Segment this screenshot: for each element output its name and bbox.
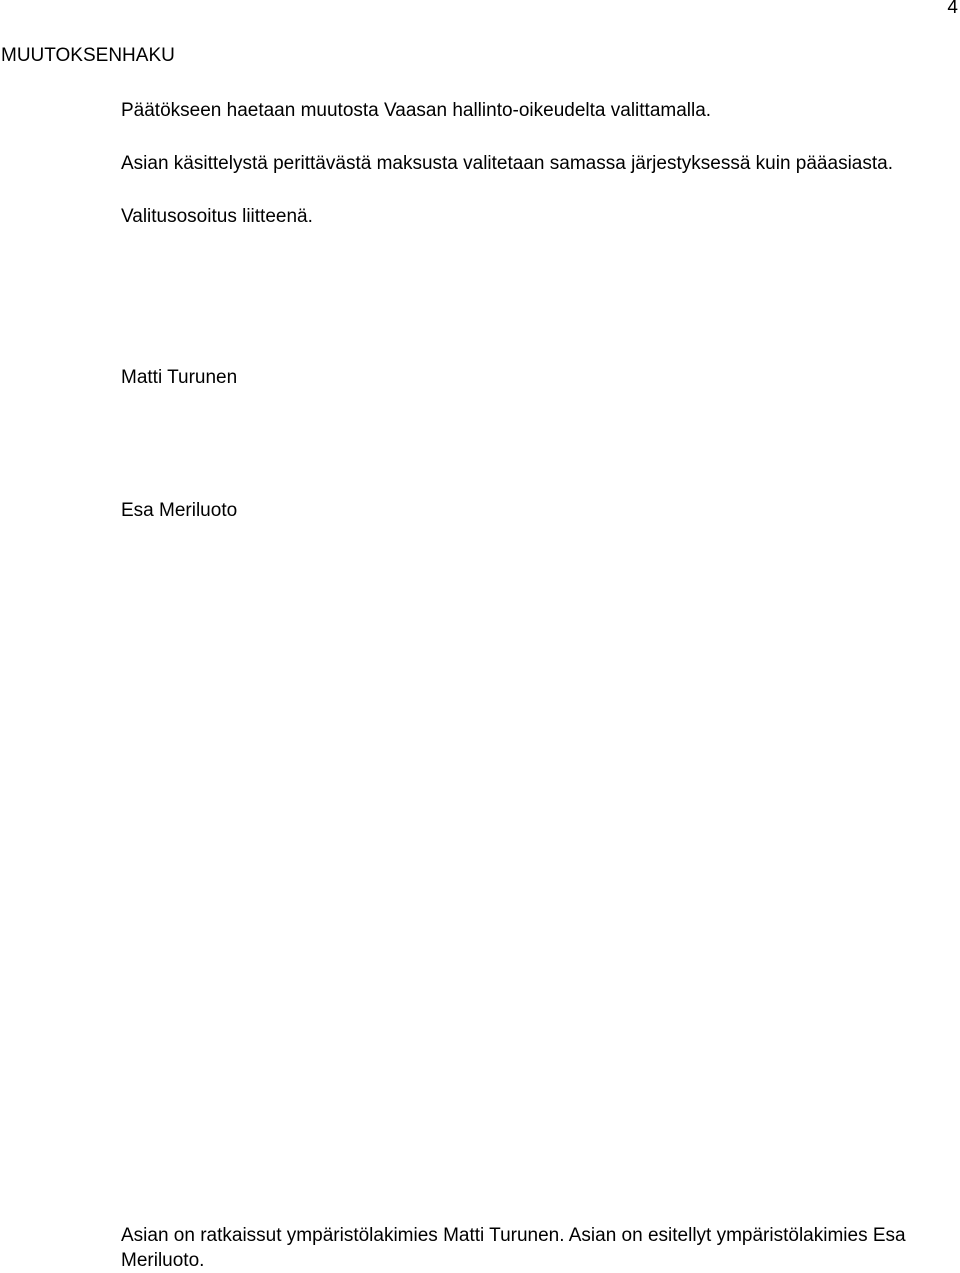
section-heading: MUUTOKSENHAKU (1, 45, 175, 66)
fee-appeal-paragraph: Asian käsittelystä perittävästä maksusta valitetaan samassa järjestyksessä kuin pääasiasta. (121, 153, 893, 174)
page-number: 4 (947, 0, 958, 18)
appeal-instructions-note: Valitusosoitus liitteenä. (121, 206, 313, 227)
appeal-paragraph: Päätökseen haetaan muutosta Vaasan hallinto-oikeudelta valittamalla. (121, 100, 712, 121)
footer-note: Asian on ratkaissut ympäristölakimies Matti Turunen. Asian on esitellyt ympäristölakimies Esa Meriluoto. (121, 1225, 906, 1271)
signature-first: Matti Turunen (121, 367, 238, 388)
signature-second: Esa Meriluoto (121, 500, 238, 521)
